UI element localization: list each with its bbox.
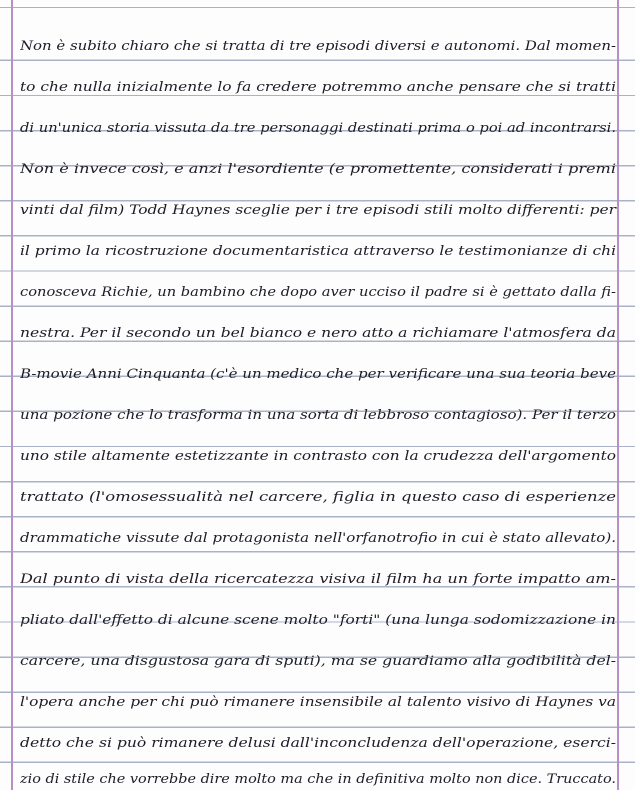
text-line: carcere, una disgustosa gara di sputi), ma se guardiamo alla godibilità del- <box>20 654 617 669</box>
text-line: uno stile altamente estetizzante in contrasto con la crudezza dell'argomento <box>20 449 617 464</box>
text-line: zio di stile che vorrebbe dire molto ma che in definitiva molto non dice. Truccato. <box>20 772 616 787</box>
text-line: di un'unica storia vissuta da tre personaggi destinati prima o poi ad incontrarsi. <box>20 121 617 136</box>
text-line: l'opera anche per chi può rimanere insensibile al talento visivo di Haynes va <box>20 695 617 710</box>
text-line: Non è invece così, e anzi l'esordiente (e promettente, considerati i premi <box>20 162 616 177</box>
text-line: trattato (l'omosessualità nel carcere, figlia in questo caso di esperienze <box>20 490 616 505</box>
text-line: vinti dal film) Todd Haynes sceglie per i tre episodi stili molto differenti: per <box>20 203 616 218</box>
text-line: Dal punto di vista della ricercatezza visiva il film ha un forte impatto am- <box>20 572 616 587</box>
text-line: to che nulla inizialmente lo fa credere potremmo anche pensare che si tratti <box>20 80 617 95</box>
text-line: conosceva Richie, un bambino che dopo aver ucciso il padre si è gettato dalla fi- <box>20 285 616 300</box>
text-line: drammatiche vissute dal protagonista nell'orfanotrofio in cui è stato allevato). <box>20 531 617 546</box>
text-line: pliato dall'effetto di alcune scene molto "forti" (una lunga sodomizzazione in <box>20 613 616 628</box>
left-margin-line <box>11 0 13 790</box>
text-line: nestra. Per il secondo un bel bianco e nero atto a richiamare l'atmosfera da <box>20 326 616 341</box>
text-line: una pozione che lo trasforma in una sorta di lebbroso contagioso). Per il terzo <box>20 408 617 423</box>
text-line: il primo la ricostruzione documentaristica attraverso le testimonianze di chi <box>20 244 617 259</box>
text-line: detto che si può rimanere delusi dall'inconcludenza dell'operazione, eserci- <box>20 736 617 751</box>
text-line: Non è subito chiaro che si tratta di tre episodi diversi e autonomi. Dal momen- <box>20 39 617 54</box>
text-line: B-movie Anni Cinquanta (c'è un medico che per verificare una sua teoria beve <box>20 367 616 382</box>
